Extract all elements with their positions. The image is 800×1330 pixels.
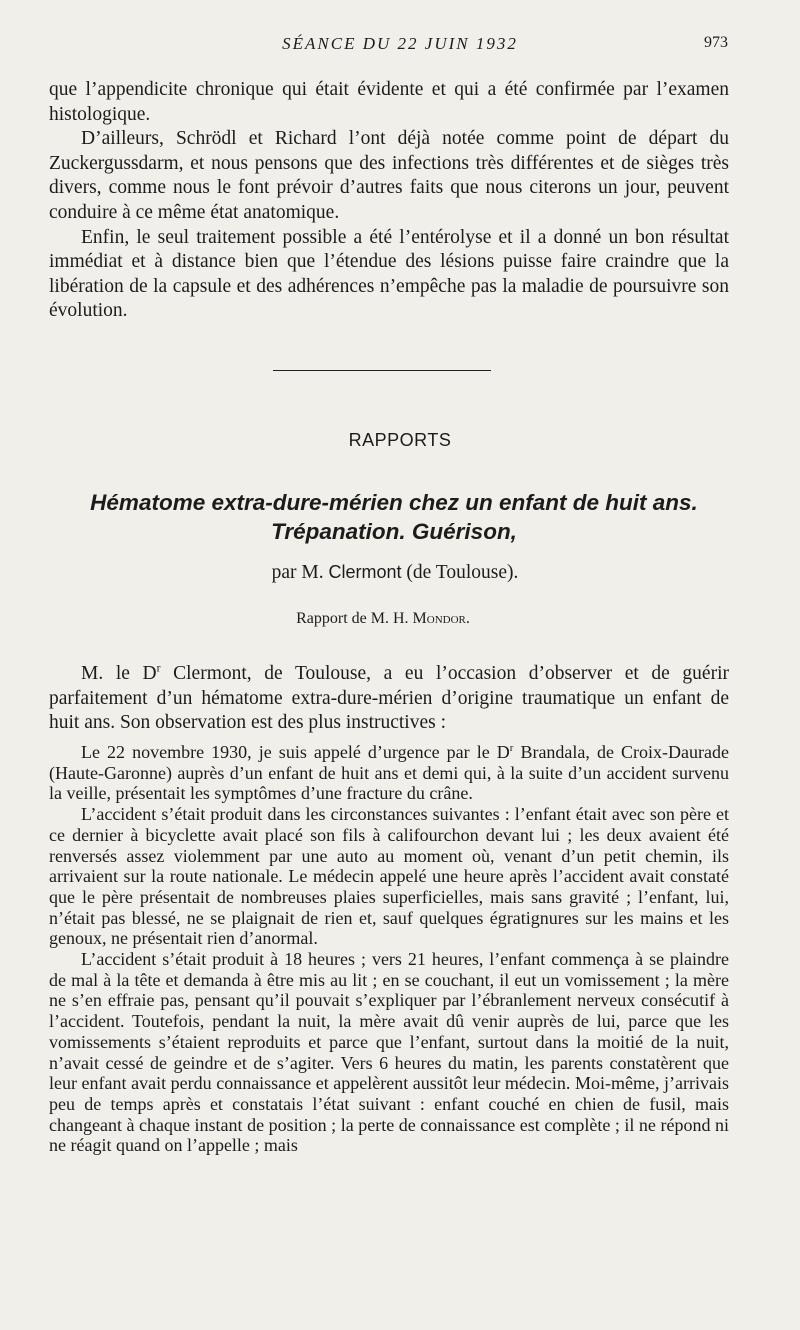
article-title xyxy=(0,488,788,546)
paragraph: que l’appendicite chronique qui était évidente et qui a été confirmée par l’examen histologique. xyxy=(49,79,729,125)
paragraph: D’ailleurs, Schrödl et Richard l’ont déjà notée comme point de départ du Zuckergussdarm, et nous pensons que des infections très différentes et de sièges très divers, comme nous le font prévoir d’autres faits que nous citerons un jour, peuvent conduire à ce même état anatomique. xyxy=(49,128,729,223)
byline xyxy=(0,562,790,584)
author-place: (de Toulouse). xyxy=(406,562,519,583)
running-header xyxy=(0,34,800,58)
paragraph: L’accident s’était produit à 18 heures ; vers 21 heures, l’enfant commença à se plaindre de mal à la tête et demanda à être mis au lit ; en se couchant, il eut un vomissement ; la mère ne s’en effraie pas, pensant qu’il pouvait s’expliquer par l’ébranlement nerveux consécutif à l’accident. Toutefois, pendant la nuit, la mère avait dû venir auprès de lui, parce que les vomissements s’étaient reproduits et parce que l’enfant, surtout dans la moitié de la nuit, n’avait cessé de geindre et de s’agiter. Vers 6 heures du matin, les parents constatèrent que leur enfant avait perdu connaissance et appelèrent aussitôt leur médecin. Moi-même, j’arrivais peu de temps après et constatais l’état suivant : enfant couché en chien de fusil, mais changeant à chaque instant de position ; la perte de connaissance est complète ; il ne répond ni ne réagit quand on l’appelle ; mais xyxy=(49,949,729,1156)
section-divider xyxy=(273,370,491,371)
article-title-line: Hématome extra-dure-mérien chez un enfant de huit ans. xyxy=(90,490,698,515)
running-title: SÉANCE DU 22 JUIN 1932 xyxy=(282,34,518,53)
section-heading: RAPPORTS xyxy=(348,430,452,450)
article-title-line: Trépanation. Guérison, xyxy=(271,519,517,544)
paragraph: Le 22 novembre 1930, je suis appelé d’urgence par le $D^r$ Brandala, de Croix-Daurade (Haute-Garonne) auprès d’un enfant de huit ans et demi qui, à la suite d’un accident survenu la veille, présentait les symptômes d’une fracture du crâne. xyxy=(49,742,730,804)
reporter-name: Mondor. xyxy=(412,610,470,627)
report-prefix: Rapport de M. H. xyxy=(296,610,409,627)
paragraph: L’accident s’était produit dans les circonstances suivantes : l’enfant était avec son père et ce dernier à bicyclette avait placé son fils à califourchon devant lui ; les deux avaient été renversés assez violemment par une auto au moment où, venant d’un petit chemin, ils arrivaient sur la route nationale. Le médecin appelé une heure après l’accident avait constaté que le père présentait de nombreuses plaies superficielles, mais sans gravité ; l’enfant, lui, n’était pas blessé, ne se plaignait de rien et, sauf quelques égratignures sur les mains et les genoux, ne présentait rien d’anormal. xyxy=(49,804,729,949)
author-name: Clermont xyxy=(328,562,402,582)
page-number: 973 xyxy=(704,34,728,51)
report-intro xyxy=(49,662,729,736)
lead-paragraph: M. le $D^r$ Clermont, de Toulouse, a eu l’occasion d’observer et de guérir parfaitement d’un hématome extra-dure-mérien d’origine traumatique un enfant de huit ans. Son observation est des plus instructives : xyxy=(49,661,729,734)
previous-article-ending xyxy=(49,78,729,324)
observation-text xyxy=(49,742,729,1156)
byline-prefix: par M. xyxy=(271,562,324,583)
paragraph: Enfin, le seul traitement possible a été l’entérolyse et il a donné un bon résultat immédiat et à distance bien que l’étendue des lésions puisse faire craindre que la libération de la capsule et des adhérences n’empêche pas la maladie de poursuivre son évolution. xyxy=(49,226,729,322)
report-attribution xyxy=(0,610,766,628)
